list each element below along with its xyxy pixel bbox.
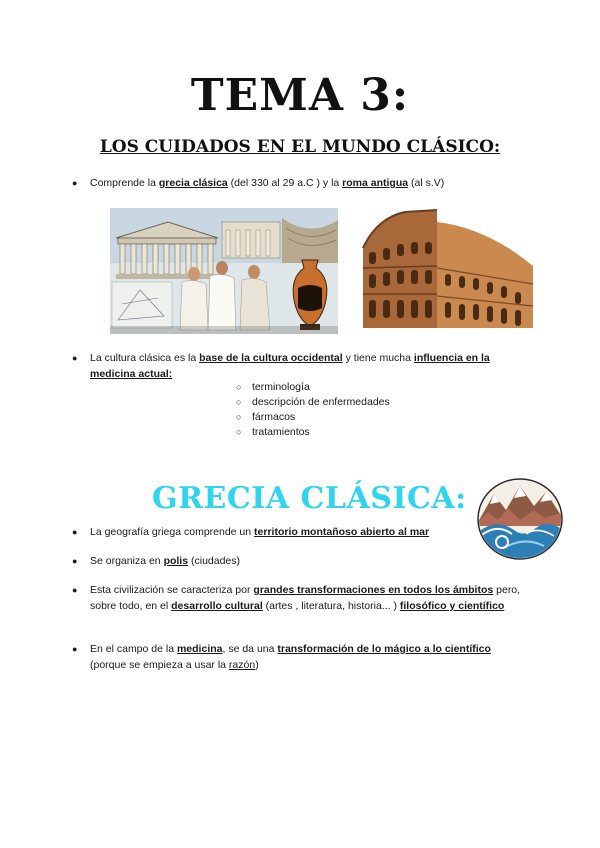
section-title-grecia: GRECIA CLÁSICA:	[152, 481, 467, 516]
bullet-text: Esta civilización se caracteriza por	[90, 584, 254, 596]
bullet-item-medicina	[90, 641, 530, 673]
bullet-text: (del 330 al 29 a.C ) y la	[227, 177, 343, 189]
keyword: transformación de lo mágico a lo científico	[277, 643, 491, 655]
bullet-item-cultura-clasica	[90, 350, 530, 382]
bullet-text: (artes , literatura, historia... )	[262, 600, 400, 612]
sub-item-descripcion: ○ descripción de enfermedades	[252, 395, 390, 410]
keyword: filosófico y científico	[399, 600, 505, 612]
bullet-text: (ciudades)	[188, 555, 241, 567]
sub-item-farmacos: ○ fármacos	[252, 410, 390, 425]
keyword: desarrollo cultural	[171, 600, 263, 612]
keyword: grandes transformaciones en todos los ámbitos	[253, 584, 494, 596]
bullet-item-periods	[90, 175, 530, 191]
bullet-item-polis	[90, 553, 530, 569]
bullet-item-geografia	[90, 524, 530, 540]
keyword: grecia clásica	[158, 177, 228, 189]
page-subtitle: LOS CUIDADOS EN EL MUNDO CLÁSICO:	[99, 137, 501, 157]
keyword: base de la cultura occidental	[199, 352, 343, 364]
colosseum-illustration	[357, 208, 539, 330]
bullet-text: )	[255, 659, 259, 671]
keyword: territorio montañoso abierto al mar	[254, 526, 430, 538]
bullet-text: La geografía griega comprende un	[90, 526, 255, 538]
bullet-text: y tiene mucha	[342, 352, 414, 364]
mountains-and-sea-wave-emblem	[474, 476, 566, 562]
bullet-item-civilizacion	[90, 582, 530, 614]
keyword: polis	[163, 555, 189, 567]
page-title: TEMA 3:	[190, 70, 410, 121]
sub-item-tratamientos: ○ tratamientos	[252, 425, 390, 440]
bullet-text: (al s.V)	[408, 177, 445, 189]
influence-sublist	[252, 380, 390, 440]
bullet-text: , se da una	[222, 643, 278, 655]
bullet-text: Se organiza en	[90, 555, 164, 567]
keyword-razon: razón	[228, 659, 256, 671]
bullet-text: En el campo de la	[90, 643, 177, 655]
bullet-text: La cultura clásica es la	[90, 352, 200, 364]
bullet-text: (porque se empieza a usar la	[90, 659, 229, 671]
keyword: influencia en la medicina actual:	[90, 352, 490, 380]
greek-temple-scene-illustration	[110, 208, 338, 334]
bullet-text: Comprende la	[90, 177, 159, 189]
sub-item-terminologia: ○ terminología	[252, 380, 390, 395]
keyword: medicina	[176, 643, 223, 655]
bullet-text: pero, sobre todo, en el	[90, 584, 521, 612]
keyword: roma antigua	[342, 177, 409, 189]
